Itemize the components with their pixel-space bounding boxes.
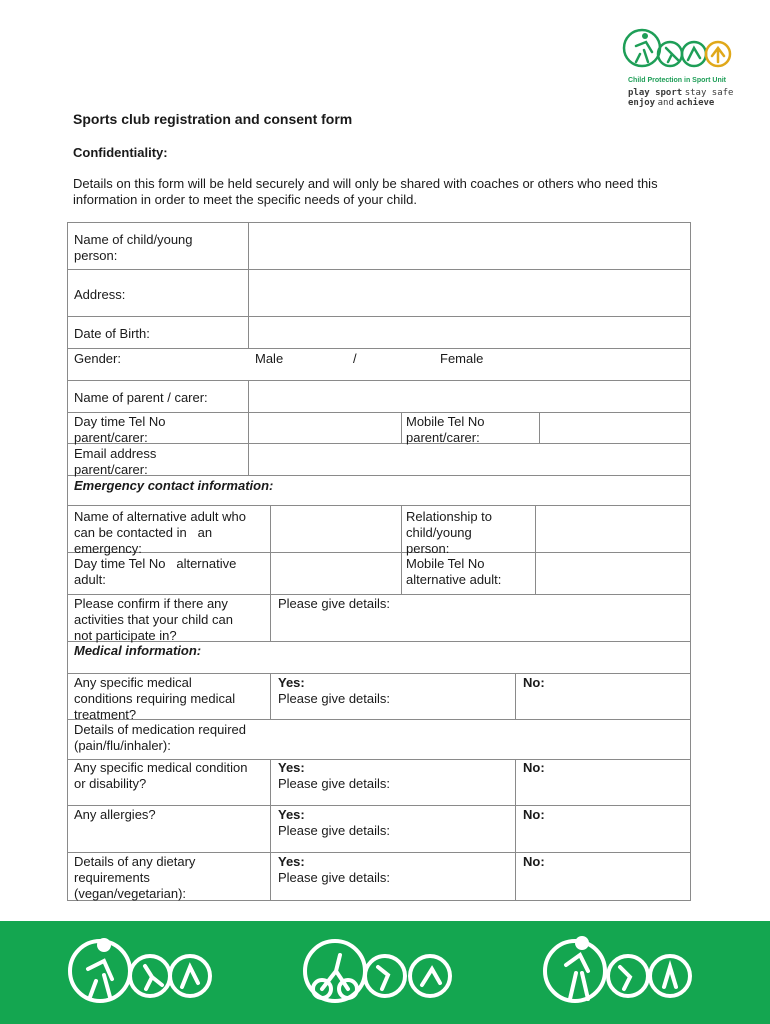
alt-day-tel-label: Day time Tel No alternative adult: — [74, 556, 237, 587]
day-tel-label: Day time Tel No parent/carer: — [74, 414, 166, 445]
med-conditions-yes[interactable]: Yes: — [278, 675, 305, 690]
allergies-yes[interactable]: Yes: — [278, 807, 305, 822]
allergies-no[interactable]: No: — [523, 807, 545, 822]
dietary-no[interactable]: No: — [523, 854, 545, 869]
med-conditions-label: Any specific medical conditions requiring medical treatment? — [74, 675, 236, 722]
medication-label: Details of medication required (pain/flu/inhaler): — [74, 722, 246, 753]
confidentiality-text: Details on this form will be held securely and will only be shared with coaches or others who need this information in order to meet the specific needs of your child. — [73, 176, 658, 207]
gender-female-option[interactable]: Female — [440, 351, 484, 366]
footer-sport-figures-icon — [0, 921, 770, 1024]
logo-org-name: Child Protection in Sport Unit — [628, 77, 726, 84]
page-title: Sports club registration and consent form — [73, 111, 353, 127]
allergies-details-label: Please give details: — [278, 823, 391, 838]
relationship-label: Relationship to child/young person: — [406, 509, 492, 556]
disability-details-label: Please give details: — [278, 776, 391, 791]
dietary-yes[interactable]: Yes: — [278, 854, 305, 869]
dietary-details-label: Please give details: — [278, 870, 391, 885]
confidentiality-heading: Confidentiality: — [73, 145, 168, 160]
alt-adult-label: Name of alternative adult who can be contacted in an emergency: — [74, 509, 246, 556]
gender-label: Gender: — [74, 351, 121, 366]
disability-no[interactable]: No: — [523, 760, 545, 775]
gender-male-option[interactable]: Male — [255, 351, 284, 366]
alt-mobile-label: Mobile Tel No alternative adult: — [406, 556, 502, 587]
med-conditions-no[interactable]: No: — [523, 675, 545, 690]
allergies-label: Any allergies? — [74, 807, 156, 822]
med-conditions-details-label: Please give details: — [278, 691, 391, 706]
dietary-label: Details of any dietary requirements (vegan/vegetarian): — [74, 854, 196, 901]
medical-heading: Medical information: — [74, 643, 202, 658]
parent-name-label: Name of parent / carer: — [74, 390, 208, 405]
gender-separator: / — [353, 351, 357, 366]
registration-form — [67, 222, 691, 901]
logo-tagline-1: play sport stay safe — [628, 88, 734, 98]
mobile-tel-label: Mobile Tel No parent/carer: — [406, 414, 485, 445]
footer-banner — [0, 921, 770, 1024]
cpsu-logo — [622, 26, 742, 106]
email-label: Email address parent/carer: — [74, 446, 157, 477]
disability-label: Any specific medical condition or disability? — [74, 760, 248, 791]
activities-label: Please confirm if there any activities that your child can not participate in? — [74, 596, 233, 643]
sport-figures-icon — [622, 26, 742, 76]
activities-details-label: Please give details: — [278, 596, 391, 611]
disability-yes[interactable]: Yes: — [278, 760, 305, 775]
logo-tagline-2: enjoy and achieve — [628, 98, 715, 108]
address-label: Address: — [74, 287, 126, 302]
dob-label: Date of Birth: — [74, 326, 150, 341]
child-name-label: Name of child/young person: — [74, 232, 193, 263]
emergency-heading: Emergency contact information: — [74, 478, 274, 493]
